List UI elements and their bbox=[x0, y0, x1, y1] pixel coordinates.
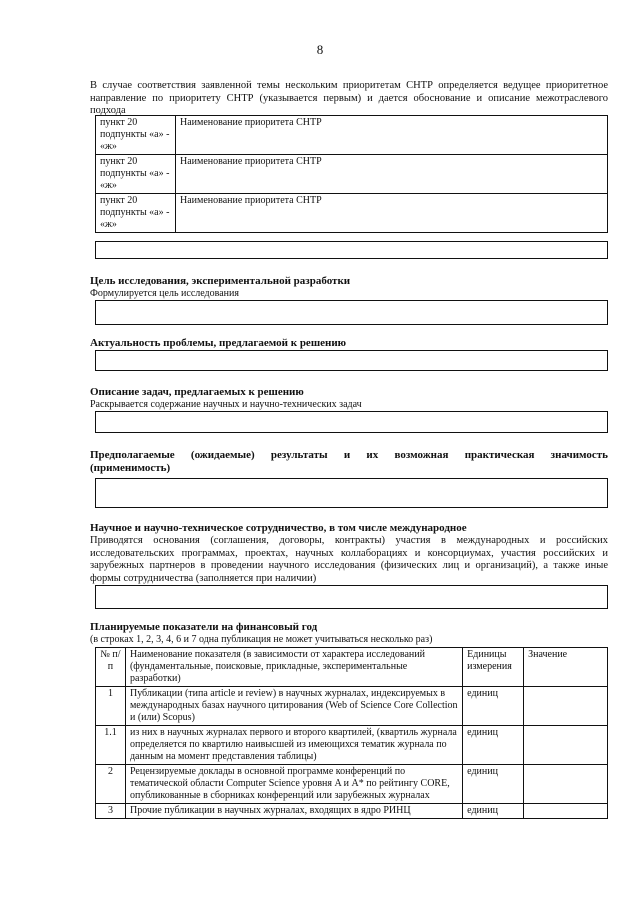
priority-row bbox=[96, 155, 608, 194]
indicators-header-row bbox=[96, 648, 608, 687]
intro-paragraph: В случае соответствия заявленной темы нескольким приоритетам СНТР определяется ведущее приоритетное направление по приоритету СНТР (указывается первым) и дается обоснование и описание межотраслевого подхода bbox=[90, 80, 608, 116]
indicator-unit: единиц bbox=[463, 804, 524, 819]
page-number: 8 bbox=[316, 42, 324, 57]
priority-row bbox=[96, 194, 608, 233]
indicators-heading: Планируемые показатели на финансовый год bbox=[90, 621, 318, 633]
indicators-note: (в строках 1, 2, 3, 4, 6 и 7 одна публикация не может учитываться несколько раз) bbox=[90, 634, 433, 645]
indicators-table bbox=[95, 647, 608, 819]
column-header-num: № п/п bbox=[96, 648, 126, 687]
relevance-heading: Актуальность проблемы, предлагаемой к решению bbox=[90, 337, 347, 349]
indicator-value[interactable] bbox=[524, 765, 608, 804]
indicator-unit: единиц bbox=[463, 765, 524, 804]
tasks-heading: Описание задач, предлагаемых к решению bbox=[90, 386, 304, 398]
goal-field[interactable] bbox=[95, 300, 608, 325]
indicator-row bbox=[96, 726, 608, 765]
results-field[interactable] bbox=[95, 478, 608, 508]
indicator-row bbox=[96, 804, 608, 819]
priority-clause: пункт 20 подпункты «а» - «ж» bbox=[96, 155, 176, 194]
indicator-name: Рецензируемые доклады в основной программе конференций по тематической области Computer Science уровня A и A* по рейтингу CORE, опубликованные в сборниках конференций или зарубежных журналах bbox=[125, 765, 462, 804]
indicator-value[interactable] bbox=[524, 726, 608, 765]
indicator-num: 1 bbox=[96, 687, 126, 726]
indicator-value[interactable] bbox=[524, 687, 608, 726]
priority-clause: пункт 20 подпункты «а» - «ж» bbox=[96, 116, 176, 155]
priority-name[interactable]: Наименование приоритета СНТР bbox=[176, 194, 608, 233]
priority-table bbox=[95, 115, 608, 233]
cooperation-heading: Научное и научно-техническое сотрудничество, в том числе международное bbox=[90, 522, 467, 534]
cooperation-field[interactable] bbox=[95, 585, 608, 609]
cooperation-text: Приводятся основания (соглашения, договоры, контракты) участия в международных и российских исследовательских программах, проектах, научных коллаборациях и консорциумах, участия российских и зарубежных партнеров в проведении научного исследования (физических лиц и организаций), а также иные формы сотрудничества (заполняется при наличии) bbox=[90, 535, 608, 584]
tasks-hint: Раскрывается содержание научных и научно-технических задач bbox=[90, 399, 362, 410]
relevance-field[interactable] bbox=[95, 350, 608, 371]
indicator-name: Прочие публикации в научных журналах, входящих в ядро РИНЦ bbox=[125, 804, 462, 819]
priority-clause: пункт 20 подпункты «а» - «ж» bbox=[96, 194, 176, 233]
column-header-unit: Единицы измерения bbox=[463, 648, 524, 687]
goal-hint: Формулируется цель исследования bbox=[90, 288, 239, 299]
column-header-name: Наименование показателя (в зависимости от характера исследований (фундаментальные, поисковые, прикладные, экспериментальные разработки) bbox=[125, 648, 462, 687]
goal-heading: Цель исследования, экспериментальной разработки bbox=[90, 275, 351, 287]
priority-row bbox=[96, 116, 608, 155]
column-header-value: Значение bbox=[524, 648, 608, 687]
indicator-num: 3 bbox=[96, 804, 126, 819]
indicator-num: 2 bbox=[96, 765, 126, 804]
results-heading: Предполагаемые (ожидаемые) результаты и их возможная практическая значимость (применимость) bbox=[90, 449, 608, 474]
indicator-unit: единиц bbox=[463, 726, 524, 765]
indicator-row bbox=[96, 765, 608, 804]
priority-justification-field[interactable] bbox=[95, 241, 608, 259]
indicator-name: Публикации (типа article и review) в научных журналах, индексируемых в международных базах научного цитирования (Web of Science Core Collection и (или) Scopus) bbox=[125, 687, 462, 726]
priority-name[interactable]: Наименование приоритета СНТР bbox=[176, 116, 608, 155]
priority-name[interactable]: Наименование приоритета СНТР bbox=[176, 155, 608, 194]
indicator-row bbox=[96, 687, 608, 726]
indicator-num: 1.1 bbox=[96, 726, 126, 765]
indicator-unit: единиц bbox=[463, 687, 524, 726]
indicator-value[interactable] bbox=[524, 804, 608, 819]
tasks-field[interactable] bbox=[95, 411, 608, 433]
indicator-name: из них в научных журналах первого и второго квартилей, (квартиль журнала определяется по квартилю наивысшей из имеющихся тематик журнала по данным на момент представления таблицы) bbox=[125, 726, 462, 765]
